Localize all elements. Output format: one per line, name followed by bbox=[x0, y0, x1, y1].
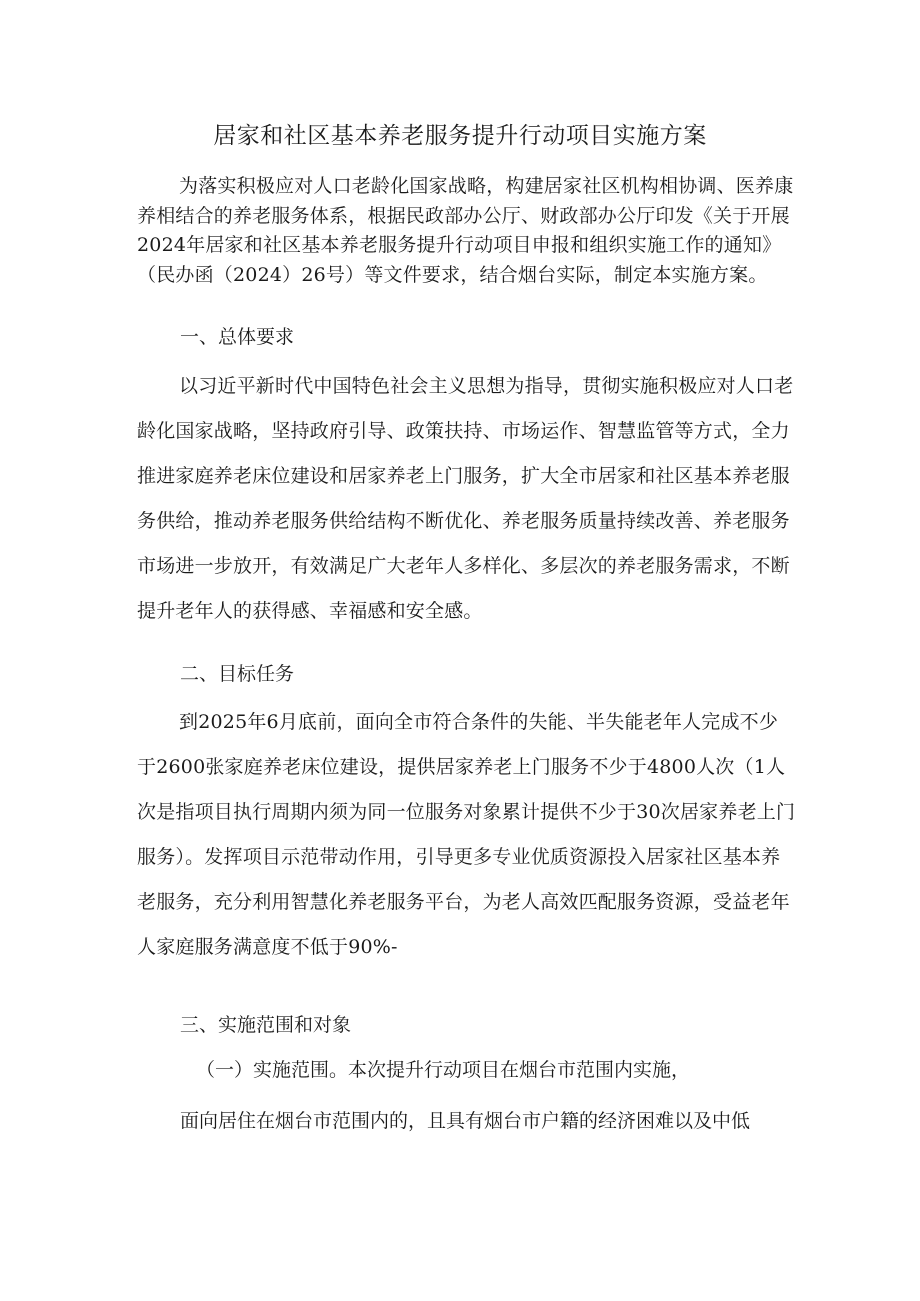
section-heading-general-requirements: 一、总体要求 bbox=[180, 326, 295, 348]
section-heading-scope: 三、实施范围和对象 bbox=[180, 1014, 352, 1036]
goals-paragraph: 到2025年6月底前，面向全市符合条件的失能、半失能老年人完成不少于2600张家庭养老床位建设，提供居家养老上门服务不少于4800人次（1人次是指项目执行周期内须为同一位服务对象累计提供不少于30次居家养老上门服务）。发挥项目示范带动作用，引导更多专业优质资源投入居家社区基本养老服务，充分利用智慧化养老服务平台，为老人高效匹配服务资源，受益老年人家庭服务满意度不低于90%- bbox=[137, 711, 796, 958]
section-heading-goals: 二、目标任务 bbox=[180, 663, 295, 685]
scope-continuation-line: 面向居住在烟台市范围内的，且具有烟台市户籍的经济困难以及中低 bbox=[180, 1110, 751, 1132]
general-requirements-paragraph: 以习近平新时代中国特色社会主义思想为指导，贯彻实施积极应对人口老龄化国家战略，坚持政府引导、政策扶持、市场运作、智慧监管等方式，全力推进家庭养老床位建设和居家养老上门服务，扩大全市居家和社区基本养老服务供给，推动养老服务供给结构不断优化、养老服务质量持续改善、养老服务市场进一步放开，有效满足广大老年人多样化、多层次的养老服务需求，不断提升老年人的获得感、幸福感和安全感。 bbox=[137, 375, 794, 622]
intro-paragraph: 为落实积极应对人口老龄化国家战略，构建居家社区机构相协调、医养康养相结合的养老服务体系，根据民政部办公厅、财政部办公厅印发《关于开展2024年居家和社区基本养老服务提升行动项目申报和组织实施工作的通知》（民办函（2024）26号）等文件要求，结合烟台实际，制定本实施方案。 bbox=[137, 175, 794, 286]
scope-subsection-line: （一）实施范围。本次提升行动项目在烟台市范围内实施， bbox=[196, 1059, 691, 1081]
document-title: 居家和社区基本养老服务提升行动项目实施方案 bbox=[213, 123, 707, 149]
